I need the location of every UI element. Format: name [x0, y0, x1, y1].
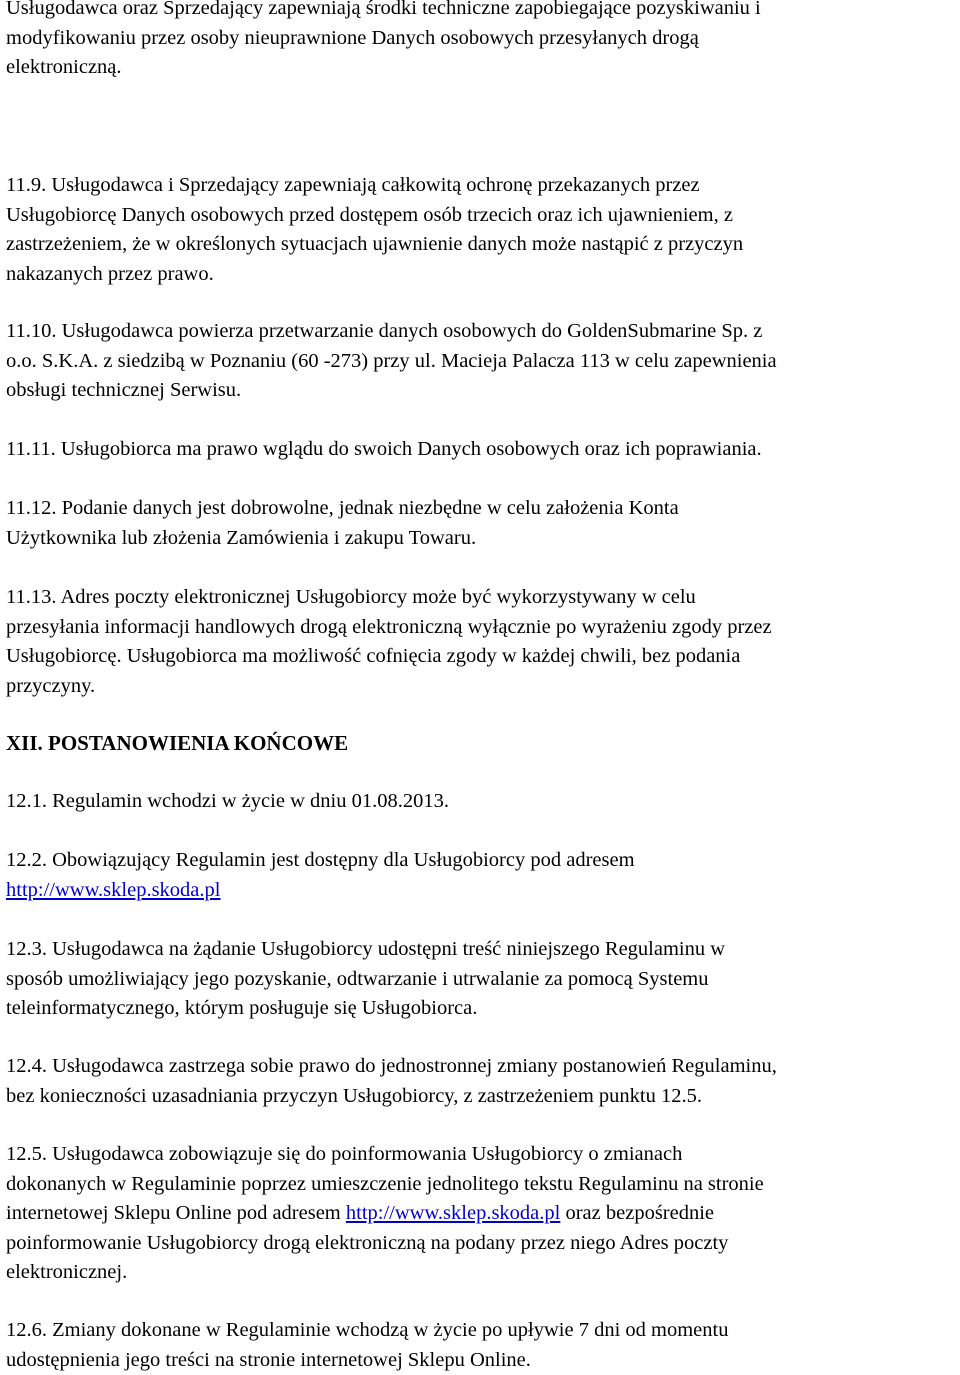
- text-line: Użytkownika lub złożenia Zamówienia i zakupu Towaru.: [6, 526, 477, 549]
- text-line: 12.2. Obowiązujący Regulamin jest dostępny dla Usługobiorcy pod adresem: [6, 849, 635, 871]
- text-line: o.o. S.K.A. z siedzibą w Poznaniu (60 -273) przy ul. Macieja Palacza 113 w celu zapewnienia: [6, 349, 777, 372]
- section-heading: XII. POSTANOWIENIA KOŃCOWE: [6, 731, 349, 755]
- paragraph-11-12: [6, 494, 679, 553]
- paragraph-12-4: [6, 1052, 777, 1111]
- paragraph-12-3: [6, 935, 725, 1024]
- text-line: przyczyny.: [6, 674, 96, 697]
- text-line: teleinformatycznego, którym posługuje się Usługobiorca.: [6, 997, 478, 1020]
- text-line: 12.5. Usługodawca zobowiązuje się do poinformowania Usługobiorcy o zmianach: [6, 1143, 683, 1165]
- text-line: 11.13. Adres poczty elektronicznej Usługobiorcy może być wykorzystywany w celu: [6, 586, 696, 608]
- paragraph-11-11: [6, 435, 762, 465]
- text-line: Usługodawca oraz Sprzedający zapewniają środki techniczne zapobiegające pozyskiwaniu i: [6, 0, 761, 19]
- paragraph-intro: [6, 0, 761, 83]
- paragraph-12-5: [6, 1140, 764, 1288]
- text-line: przesyłania informacji handlowych drogą elektroniczną wyłącznie po wyrażeniu zgody przez: [6, 615, 772, 638]
- text-line: Usługobiorcę. Usługobiorca ma możliwość cofnięcia zgody w każdej chwili, bez podania: [6, 645, 741, 668]
- text-line: zastrzeżeniem, że w określonych sytuacjach ujawnienie danych może nastąpić z przyczyn: [6, 233, 744, 256]
- text-line: Usługobiorcę Danych osobowych przed dostępem osób trzecich oraz ich ujawnieniem, z: [6, 203, 733, 226]
- text-line: sposób umożliwiający jego pozyskanie, odtwarzanie i utrwalanie za pomocą Systemu: [6, 967, 709, 990]
- text-line: 11.11. Usługobiorca ma prawo wglądu do swoich Danych osobowych oraz ich poprawiania.: [6, 438, 762, 460]
- paragraph-11-10: [6, 317, 777, 406]
- text-line: nakazanych przez prawo.: [6, 262, 214, 285]
- paragraph-12-2: [6, 846, 635, 905]
- text-line: 11.9. Usługodawca i Sprzedający zapewniają całkowitą ochronę przekazanych przez: [6, 174, 700, 196]
- text-line: 12.3. Usługodawca na żądanie Usługobiorcy udostępni treść niniejszego Regulaminu w: [6, 938, 726, 960]
- text-line: obsługi technicznej Serwisu.: [6, 379, 242, 402]
- shop-url-link[interactable]: http://www.sklep.skoda.pl: [345, 1202, 561, 1225]
- paragraph-11-9: [6, 171, 743, 289]
- paragraph-12-1: [6, 787, 449, 817]
- paragraph-12-6: [6, 1316, 728, 1375]
- text-line: poinformowanie Usługobiorcy drogą elektroniczną na podany przez niego Adres poczty: [6, 1231, 729, 1254]
- paragraph-11-13: [6, 583, 772, 701]
- text-line: 12.1. Regulamin wchodzi w życie w dniu 01.08.2013.: [6, 790, 449, 812]
- text-line: 12.4. Usługodawca zastrzega sobie prawo do jednostronnej zmiany postanowień Regulaminu,: [6, 1055, 777, 1077]
- text-line: modyfikowaniu przez osoby nieuprawnione Danych osobowych przesyłanych drogą: [6, 26, 699, 49]
- shop-url-link[interactable]: http://www.sklep.skoda.pl: [6, 878, 221, 901]
- text-line: dokonanych w Regulaminie poprzez umieszczenie jednolitego tekstu Regulaminu na stronie: [6, 1172, 764, 1195]
- text-fragment: internetowej Sklepu Online pod adresem: [6, 1202, 346, 1225]
- text-line: 12.6. Zmiany dokonane w Regulaminie wchodzą w życie po upływie 7 dni od momentu: [6, 1319, 729, 1341]
- text-line: elektroniczną.: [6, 56, 122, 79]
- text-line: bez konieczności uzasadniania przyczyn Usługobiorcy, z zastrzeżeniem punktu 12.5.: [6, 1084, 702, 1107]
- text-line: elektronicznej.: [6, 1261, 128, 1284]
- text-line: udostępnienia jego treści na stronie internetowej Sklepu Online.: [6, 1348, 531, 1371]
- text-line: [6, 876, 635, 906]
- text-line: 11.12. Podanie danych jest dobrowolne, jednak niezbędne w celu założenia Konta: [6, 497, 679, 519]
- text-line: [6, 1199, 764, 1229]
- text-fragment: oraz bezpośrednie: [560, 1202, 715, 1225]
- text-line: 11.10. Usługodawca powierza przetwarzanie danych osobowych do GoldenSubmarine Sp. z: [6, 320, 763, 342]
